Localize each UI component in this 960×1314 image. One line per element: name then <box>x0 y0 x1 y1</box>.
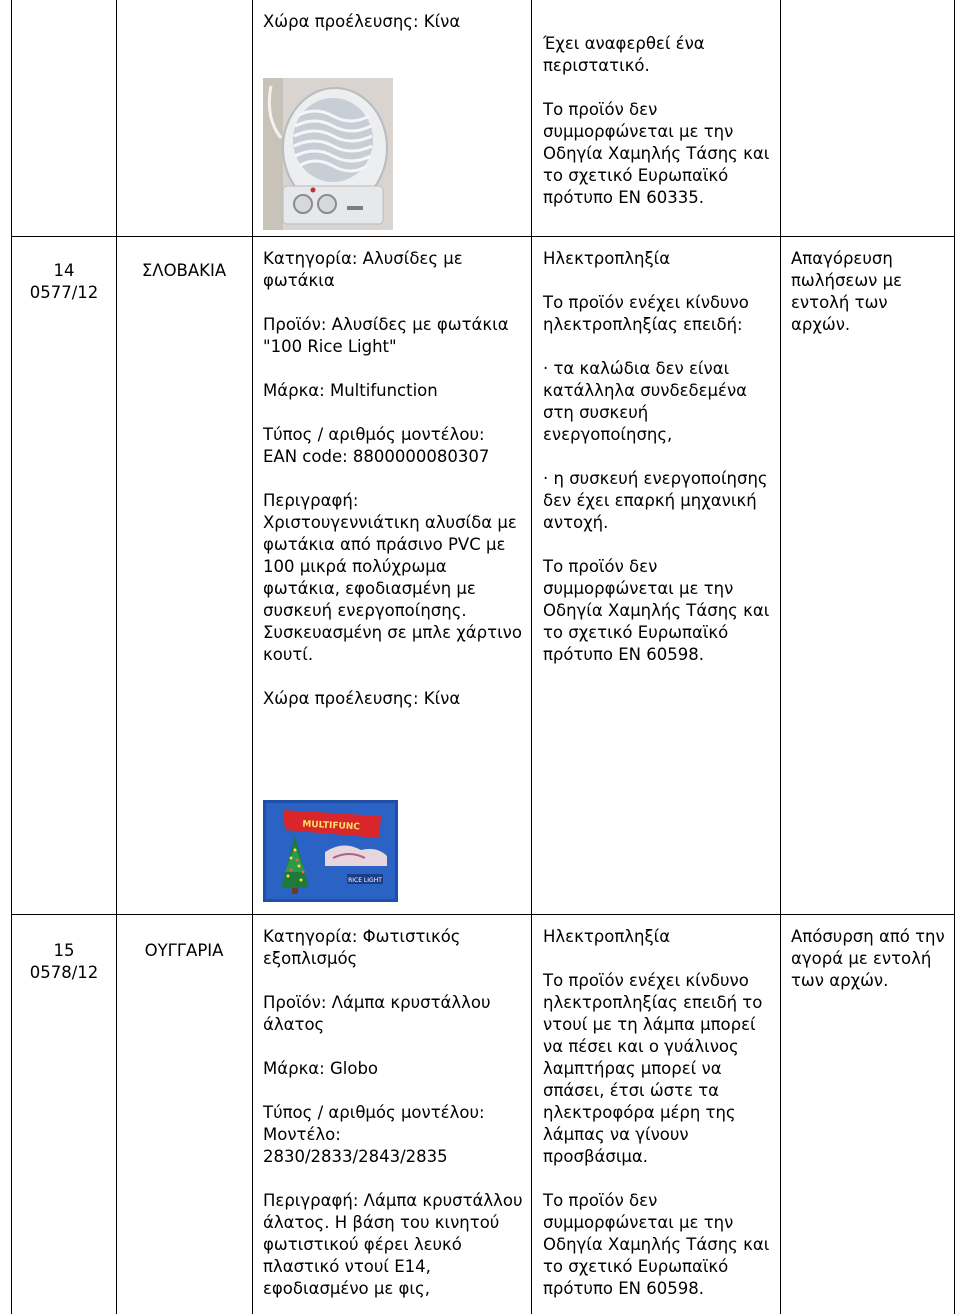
compliance-note: Το προϊόν δεν συμμορφώνεται με την Οδηγία Χαμηλής Τάσης και το σχετικό Ευρωπαϊκό πρότυπο EN 60335. <box>543 100 770 207</box>
product-description-block <box>263 314 525 358</box>
table-border-left <box>11 0 12 1314</box>
notifying-country: ΣΛΟΒΑΚΙΑ <box>141 261 227 280</box>
column-divider <box>252 0 253 1314</box>
product-type-block <box>263 1102 525 1168</box>
column-divider <box>116 0 117 1314</box>
box-label: RICE LIGHT <box>348 877 382 884</box>
description-text: Χριστουγεννιάτικη αλυσίδα με φωτάκια από πράσινο PVC με 100 μικρά πολύχρωμα φωτάκια, εφοδιασμένη με συσκευή ενεργοποίησης. <box>263 513 517 620</box>
description-label: Περιγραφή: <box>263 491 359 510</box>
risk-cell <box>543 248 779 666</box>
description-text-continued: Η βάση του κινητού φωτιστικού φέρει λευκό πλαστικό ντουί E14, εφοδιασμένο με φις, <box>263 1213 500 1298</box>
box-logo-text: MULTIFUNC <box>302 819 361 833</box>
product-type-value: EAN code: 8800000080307 <box>263 447 490 466</box>
product-type-label: Τύπος / αριθμός μοντέλου: <box>263 425 485 444</box>
product-brand: Μάρκα: Globo <box>263 1059 379 1078</box>
column-divider <box>531 0 532 1314</box>
product-model-name: "100 Rice Light" <box>263 337 397 356</box>
product-category: Κατηγορία: Φωτιστικός εξοπλισμός <box>263 927 461 968</box>
risk-cell <box>543 926 779 1300</box>
risk-intro: Το προϊόν ενέχει κίνδυνο ηλεκτροπληξίας επειδή: <box>543 293 749 334</box>
measures-cell <box>791 926 951 992</box>
incident-note: Έχει αναφερθεί ένα περιστατικό. <box>543 34 705 75</box>
product-category: Κατηγορία: Αλυσίδες με φωτάκια <box>263 249 463 290</box>
packaging-text: Συσκευασμένη σε μπλε χάρτινο κουτί. <box>263 623 522 664</box>
row-divider <box>11 914 954 915</box>
table-border-right <box>954 0 955 1314</box>
product-type-block <box>263 424 525 468</box>
alert-number: 15 <box>53 941 75 960</box>
description-label: Περιγραφή: <box>263 1191 359 1210</box>
notifying-country: ΟΥΓΓΑΡΙΑ <box>144 941 224 960</box>
product-box-image <box>263 800 398 902</box>
product-name: Προϊόν: Λάμπα κρυστάλλου άλατος <box>263 993 491 1034</box>
country-of-origin: Χώρα προέλευσης: Κίνα <box>263 12 461 31</box>
measures-cell <box>791 248 951 336</box>
product-description <box>263 490 525 666</box>
compliance-note: Το προϊόν δεν συμμορφώνεται με την Οδηγία Χαμηλής Τάσης και το σχετικό Ευρωπαϊκό πρότυπο EN 60598. <box>543 557 770 664</box>
column-divider <box>780 0 781 1314</box>
measures-taken: Απαγόρευση πωλήσεων με εντολή των αρχών. <box>791 249 903 334</box>
product-model-numbers: 2830/2833/2843/2835 <box>263 1147 448 1166</box>
country-cell <box>118 940 250 962</box>
country-of-origin: Χώρα προέλευσης: Κίνα <box>263 689 461 708</box>
product-cell <box>263 11 523 33</box>
risk-type: Ηλεκτροπληξία <box>543 249 671 268</box>
risk-cell <box>543 33 775 209</box>
measures-taken: Απόσυρση από την αγορά με εντολή των αρχών. <box>791 927 945 990</box>
product-name: Προϊόν: Αλυσίδες με φωτάκια <box>263 315 509 334</box>
alert-number: 14 <box>53 261 75 280</box>
compliance-note: Το προϊόν δεν συμμορφώνεται με την Οδηγία Χαμηλής Τάσης και το σχετικό Ευρωπαϊκό πρότυπο EN 60598. <box>543 1191 770 1298</box>
alert-number-cell <box>14 940 114 984</box>
product-brand: Μάρκα: Multifunction <box>263 381 438 400</box>
product-type-label: Τύπος / αριθμός μοντέλου: <box>263 1103 485 1122</box>
country-cell <box>118 260 250 282</box>
fan-heater-image <box>263 78 393 230</box>
product-cell <box>263 926 525 1300</box>
product-type-value: Μοντέλο: <box>263 1125 341 1144</box>
alert-reference: 0578/12 <box>29 963 99 982</box>
alert-number-cell <box>14 260 114 304</box>
product-cell <box>263 248 525 710</box>
description-text: Λάμπα κρυστάλλου άλατος. <box>263 1191 523 1232</box>
row-divider <box>11 236 954 237</box>
risk-type: Ηλεκτροπληξία <box>543 927 671 946</box>
product-description <box>263 1190 525 1300</box>
alert-reference: 0577/12 <box>29 283 99 302</box>
risk-bullet: · η συσκευή ενεργοποίησης δεν έχει επαρκή μηχανική αντοχή. <box>543 469 768 532</box>
risk-description: Το προϊόν ενέχει κίνδυνο ηλεκτροπληξίας επειδή το ντουί με τη λάμπα μπορεί να πέσει και ο γυάλινος λαμπτήρας μπορεί να σπάσει, έτσι ώστε τα ηλεκτροφόρα μέρη της λάμπας να γίνουν προσβάσιμα. <box>543 971 763 1166</box>
risk-bullet: · τα καλώδια δεν είναι κατάλληλα συνδεδεμένα στη συσκευή ενεργοποίησης, <box>543 359 748 444</box>
